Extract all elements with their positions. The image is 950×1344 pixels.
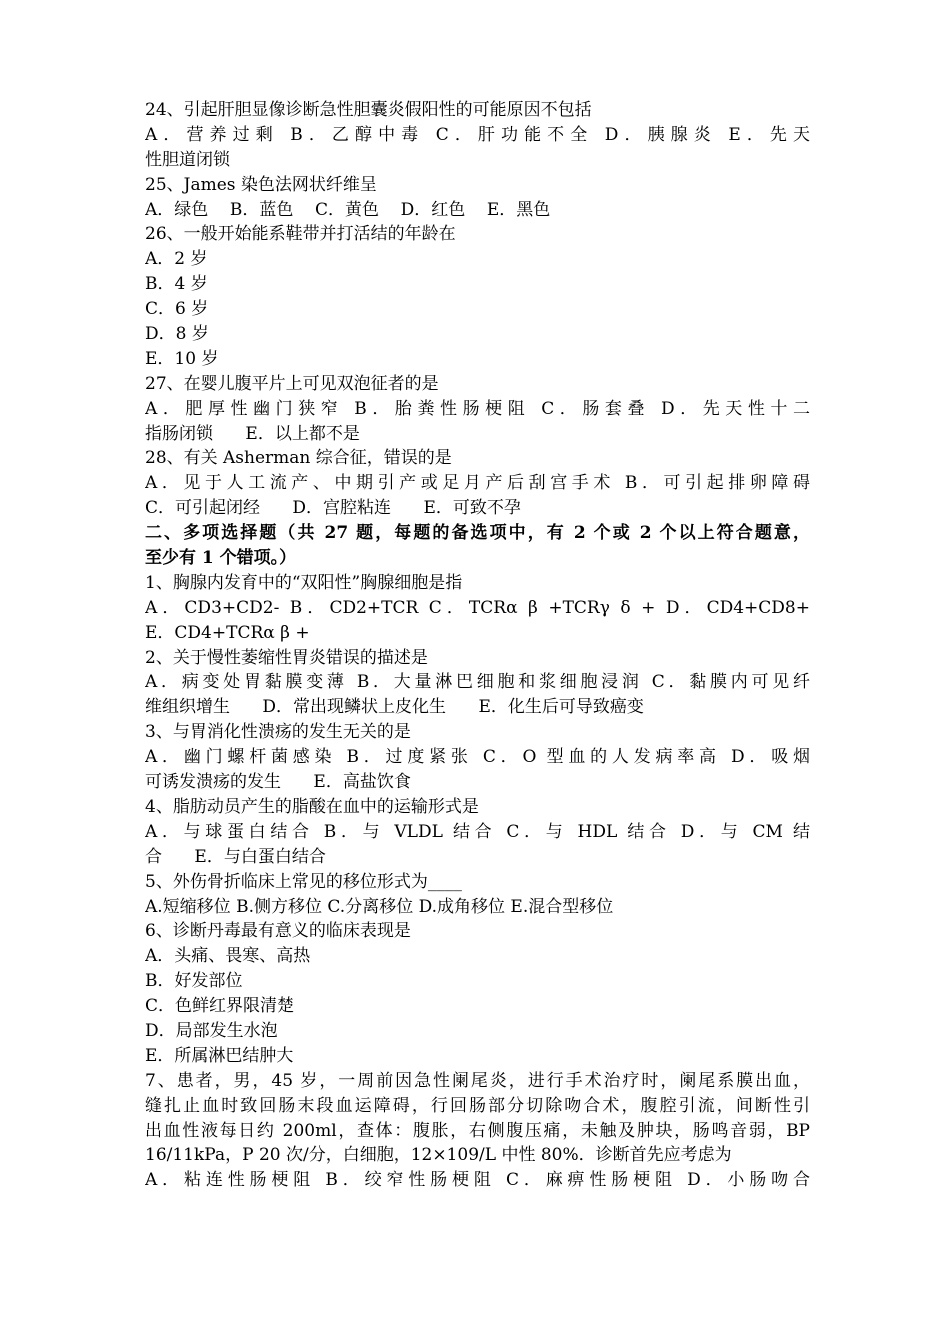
question-24-stem: 24、引起肝胆显像诊断急性胆囊炎假阳性的可能原因不包括: [145, 100, 592, 120]
mq-2-stem: 2、关于慢性萎缩性胃炎错误的描述是: [145, 647, 428, 668]
question-26-option-d: D．8 岁: [145, 324, 209, 345]
question-26-option-a: A．2 岁: [145, 249, 208, 270]
question-25-options: A．绿色 B．蓝色 C．黄色 D．红色 E．黑色: [145, 199, 551, 220]
question-26-stem: 26、一般开始能系鞋带并打活结的年龄在: [145, 224, 456, 245]
mq-6-option-d: D．局部发生水泡: [145, 1020, 278, 1041]
question-26-option-b: B．4 岁: [145, 274, 208, 295]
question-25-stem: 25、James 染色法网状纤维呈: [145, 174, 377, 195]
mq-6-option-a: A．头痛、畏寒、高热: [145, 946, 311, 967]
mq-7-options: A．粘连性肠梗阻 B．绞窄性肠梗阻 C．麻痹性肠梗阻 D．小肠吻合: [145, 1170, 810, 1191]
mq-4-stem: 4、脂肪动员产生的脂酸在血中的运输形式是: [145, 796, 479, 817]
mq-6-option-c: C．色鲜红界限清楚: [145, 996, 295, 1017]
mq-2-options: A．病变处胃黏膜变薄 B．大量淋巴细胞和浆细胞浸润 C．黏膜内可见纤: [145, 672, 810, 693]
question-28-stem: 28、有关 Asherman 综合征，错误的是: [145, 448, 452, 469]
mq-3-options: A．幽门螺杆菌感染 B．过度紧张 C．O 型血的人发病率高 D．吸烟: [145, 747, 810, 768]
mq-2-options-cont: 维组织增生 D．常出现鳞状上皮化生 E．化生后可导致癌变: [145, 697, 644, 718]
question-27-options-cont: 指肠闭锁 E．以上都不是: [145, 423, 360, 444]
mq-7-stem-cont-2: 出血性液每日约 200ml，查体：腹胀，右侧腹压痛，未触及肿块，肠鸣音弱，BP: [145, 1120, 810, 1141]
document-body: [145, 98, 810, 1193]
mq-7-stem-cont-1: 缝扎止血时致回肠末段血运障碍，行回肠部分切除吻合术，腹腔引流，间断性引: [145, 1095, 810, 1116]
mq-3-stem: 3、与胃消化性溃疡的发生无关的是: [145, 722, 411, 743]
question-27-options: A．肥厚性幽门狭窄 B．胎粪性肠梗阻 C．肠套叠 D．先天性十二: [145, 398, 810, 419]
mq-6-option-b: B．好发部位: [145, 971, 243, 992]
mq-7-stem: 7、患者，男，45 岁，一周前因急性阑尾炎，进行手术治疗时，阑尾系膜出血，: [145, 1070, 810, 1091]
question-28-options: A．见于人工流产、中期引产或足月产后刮宫手术 B．可引起排卵障碍: [145, 473, 810, 494]
mq-1-options-cont: E．CD4+TCRα β +: [145, 622, 310, 643]
mq-1-stem: 1、胸腺内发育中的“双阳性”胸腺细胞是指: [145, 572, 463, 593]
mq-5-stem: 5、外伤骨折临床上常见的移位形式为____: [145, 871, 462, 892]
mq-4-options-cont: 合 E．与白蛋白结合: [145, 846, 326, 867]
mq-7-stem-cont-3: 16/11kPa，P 20 次/分，白细胞，12×109/L 中性 80%．诊断首先应考虑为: [145, 1145, 732, 1166]
mq-6-option-e: E．所属淋巴结肿大: [145, 1045, 294, 1066]
question-24-options: A．营养过剩 B．乙醇中毒 C．肝功能不全 D．胰腺炎 E．先天: [145, 124, 810, 145]
question-28-options-cont: C．可引起闭经 D．宫腔粘连 E．可致不孕: [145, 498, 521, 519]
section-heading-cont: 至少有 1 个错项。）: [145, 548, 297, 569]
mq-5-options: A.短缩移位 B.侧方移位 C.分离移位 D.成角移位 E.混合型移位: [145, 896, 614, 917]
mq-1-options: A．CD3+CD2- B．CD2+TCR C．TCRα β +TCRγ δ + D．CD4+CD8+: [145, 597, 810, 618]
mq-4-options: A．与球蛋白结合 B．与 VLDL 结合 C．与 HDL 结合 D．与 CM 结: [145, 821, 810, 842]
question-24-options-cont: 性胆道闭锁: [145, 149, 230, 170]
question-26-option-c: C．6 岁: [145, 299, 209, 320]
section-heading: 二、多项选择题（共 27 题，每题的备选项中，有 2 个或 2 个以上符合题意，: [145, 523, 810, 544]
mq-6-stem: 6、诊断丹毒最有意义的临床表现是: [145, 921, 411, 942]
question-27-stem: 27、在婴儿腹平片上可见双泡征者的是: [145, 373, 439, 394]
mq-3-options-cont: 可诱发溃疡的发生 E．高盐饮食: [145, 772, 411, 793]
question-26-option-e: E．10 岁: [145, 348, 219, 369]
